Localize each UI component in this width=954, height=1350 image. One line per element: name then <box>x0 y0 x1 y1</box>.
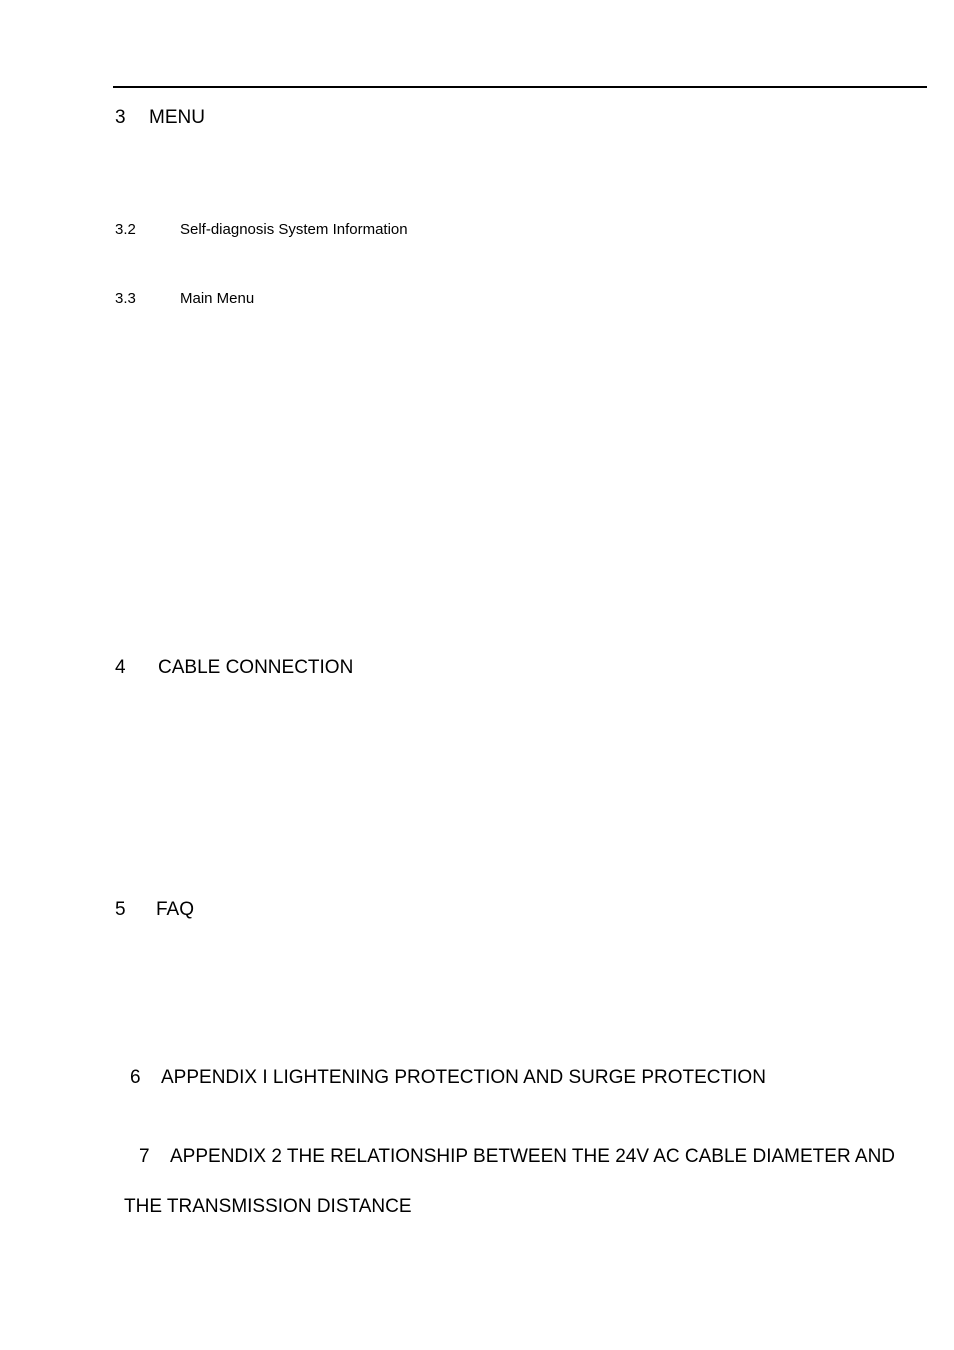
heading-number: 5 <box>115 899 126 920</box>
heading-number: 4 <box>115 657 126 678</box>
heading-section-7 <box>139 1147 895 1166</box>
heading-title: Self-diagnosis System Information <box>180 221 408 238</box>
heading-section-3-2 <box>115 222 408 237</box>
heading-section-3 <box>115 108 205 127</box>
heading-section-7-continuation <box>124 1197 412 1216</box>
heading-number: 3.2 <box>115 221 136 238</box>
heading-number: 3 <box>115 107 126 128</box>
heading-number: 7 <box>139 1146 150 1167</box>
heading-section-4 <box>115 658 353 677</box>
heading-section-3-3 <box>115 291 254 306</box>
heading-section-5 <box>115 900 194 919</box>
heading-section-6 <box>130 1068 766 1087</box>
heading-title: FAQ <box>156 899 195 920</box>
heading-title: APPENDIX I LIGHTENING PROTECTION AND SURGE PROTECTION <box>161 1067 766 1088</box>
heading-number: 3.3 <box>115 290 136 307</box>
heading-title-line-1: APPENDIX 2 THE RELATIONSHIP BETWEEN THE 24V AC CABLE DIAMETER AND <box>170 1146 896 1167</box>
heading-number: 6 <box>130 1067 141 1088</box>
heading-title: MENU <box>149 107 205 128</box>
heading-title: Main Menu <box>180 290 255 307</box>
heading-title-line-2: THE TRANSMISSION DISTANCE <box>124 1196 412 1217</box>
header-rule <box>113 86 927 88</box>
heading-title: CABLE CONNECTION <box>158 657 354 678</box>
